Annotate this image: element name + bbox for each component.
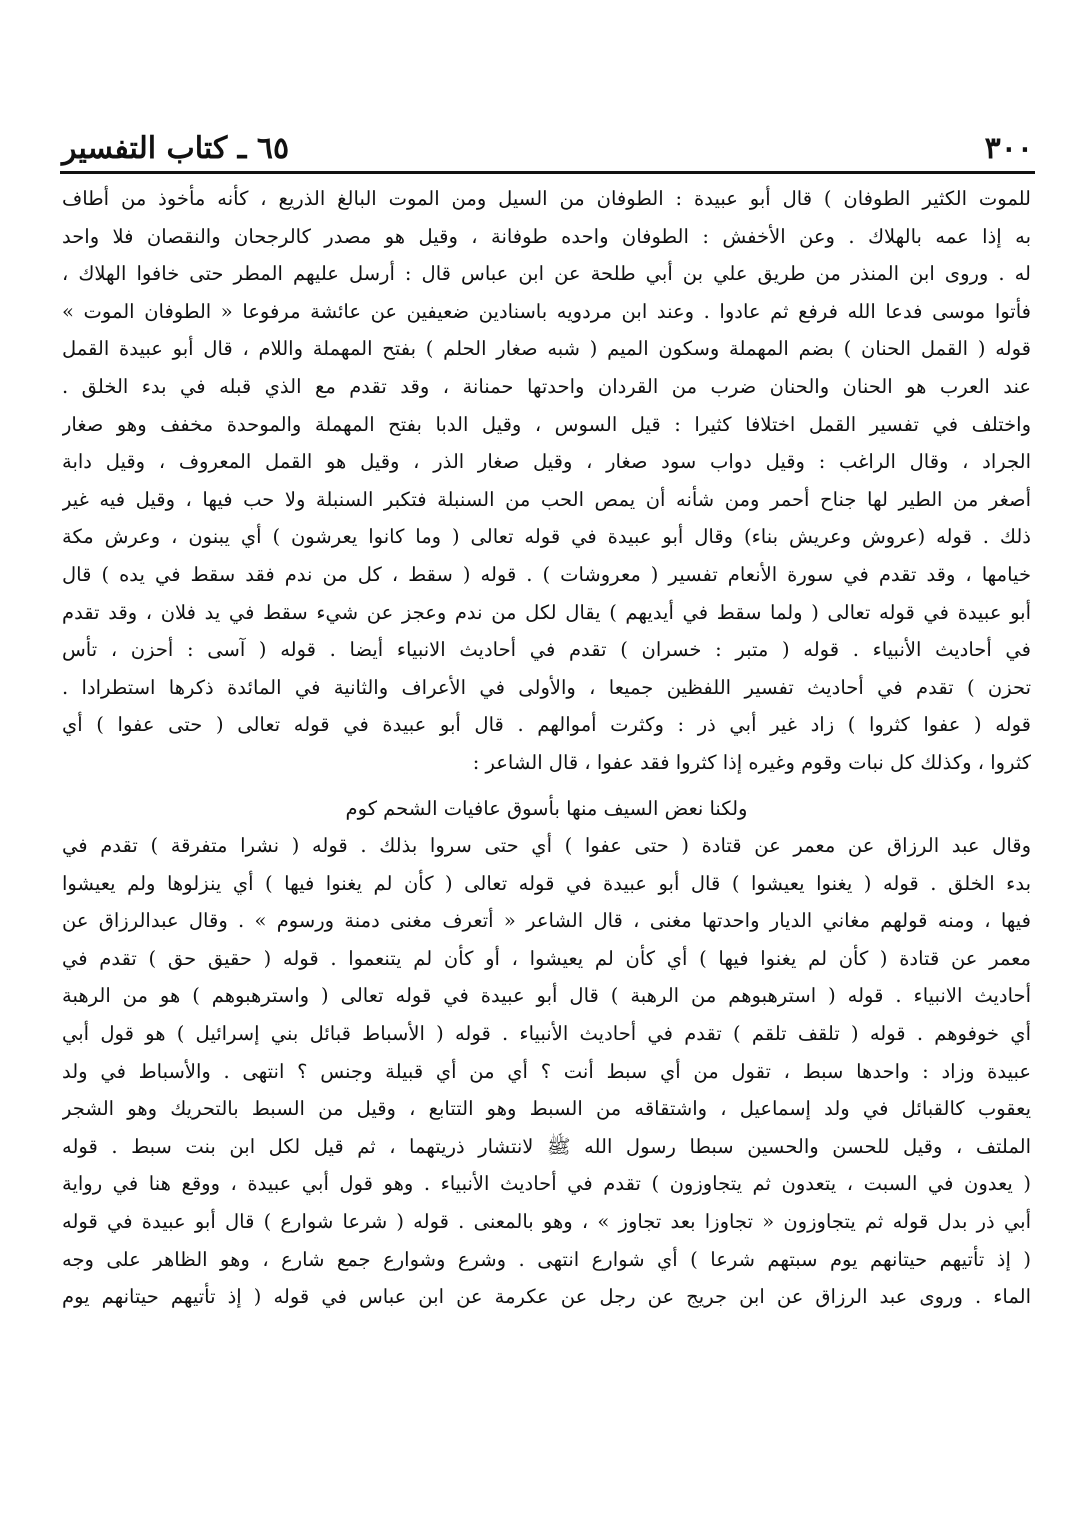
- text-line: أبي ذر بدل قوله ثم يتجاوزون « تجاوزا بعد تجاوز » ، وهو بالمعنى . قوله ( شرعا شوارع ) قال أبو عبيدة في قوله: [62, 1210, 1031, 1234]
- chapter-title: ٦٥ ـ كتاب التفسير: [62, 130, 290, 166]
- text-line: الماء . وروى عبد الرزاق عن ابن جريج عن رجل عن عكرمة عن ابن عباس في قوله ( إذ تأتيهم حيتانهم يوم: [62, 1285, 1031, 1309]
- text-line: أحاديث الانبياء . قوله ( استرهبوهم من الرهبة ) قال أبو عبيدة في قوله تعالى ( واسترهبوهم ) هو من الرهبة: [62, 984, 1031, 1008]
- text-line: في أحاديث الأنبياء . قوله ( متبر : خسران ) تقدم في أحاديث الانبياء أيضا . قوله ( آسى : أحزن ، تأس: [62, 638, 1031, 662]
- text-line: الجراد ، وقال الراغب : وقيل دواب سود صغار ، وقيل صغار الذر ، وقيل هو القمل المعروف ، وقيل دابة: [62, 450, 1031, 474]
- page-body: [62, 180, 1031, 1316]
- text-line: به إذا عمه بالهلاك . وعن الأخفش : الطوفان واحده طوفانة ، وقيل هو مصدر كالرجحان والنقصان فلا واحد: [62, 224, 1031, 248]
- text-line: كثروا ، وكذلك كل نبات وقوم وغيره إذا كثروا فقد عفوا ، قال الشاعر :: [472, 750, 1031, 774]
- text-line: ( إذ تأتيهم حيتانهم يوم سبتهم شرعا ) أي شوارع انتهى . وشرع وشوارع جمع شارع ، وهو الظاهر على وجه: [62, 1247, 1031, 1271]
- text-line: خيامها ، وقد تقدم في سورة الأنعام تفسير ( معروشات ) . قوله ( سقط ، كل من ندم فقد سقط في يده ) قال: [62, 562, 1031, 586]
- text-line: معمر عن قتادة ( كأن لم يغنوا فيها ) أي كأن لم يعيشوا ، أو كأن لم يتنعموا . قوله ( حقيق حق ) تقدم في: [62, 946, 1031, 970]
- text-line: أبو عبيدة في قوله تعالى ( ولما سقط في أيديهم ) يقال لكل من ندم وعجز عن شيء سقط في يد فلان ، وقد تقدم: [62, 600, 1031, 624]
- text-line: قوله ( عفوا كثروا ) زاد غير أبي ذر : وكثرت أموالهم . قال أبو عبيدة في قوله تعالى ( حتى عفوا ) أي: [62, 713, 1031, 737]
- text-line: الملتف ، وقيل للحسن والحسين سبطا رسول الله ﷺ لانتشار ذريتهما ، ثم قيل لكل ابن بنت سبط . قوله: [62, 1134, 1031, 1158]
- text-line: للموت الكثير الطوفان ) قال أبو عبيدة : الطوفان من السيل ومن الموت البالغ الذريع ، كأنه مأخوذ من أطاف: [62, 187, 1031, 210]
- text-line: له . وروى ابن المنذر من طريق علي بن أبي طلحة عن ابن عباس قال : أرسل عليهم المطر حتى خافوا الهلاك ،: [62, 262, 1031, 286]
- text-line: تحزن ) تقدم في أحاديث تفسير اللفظين جميعا ، والأولى في الأعراف والثانية في المائدة ذكرها استطرادا .: [62, 675, 1031, 699]
- text-line: أي خوفوهم . قوله ( تلقف تلقم ) تقدم في أحاديث الأنبياء . قوله ( الأسباط قبائل بني إسرائيل ) هو قول أبي: [62, 1022, 1031, 1046]
- poetry-verse: ولكنا نعض السيف منها بأسوق عافيات الشحم كوم: [345, 796, 748, 820]
- header-rule: [60, 171, 1035, 174]
- text-line: وقال عبد الرزاق عن معمر عن قتادة ( حتى عفوا ) أي حتى سروا بذلك . قوله ( نشرا متفرقة ) تقدم في: [62, 834, 1031, 858]
- text-line: قوله ( القمل الحنان ) بضم المهملة وسكون الميم ( شبه صغار الحلم ) بفتح المهملة واللام ، قال أبو عبيدة القمل: [62, 337, 1031, 361]
- text-line: واختلف في تفسير القمل اختلافا كثيرا : قيل السوس ، وقيل الدبا بفتح المهملة والموحدة مخفف وهو صغار: [62, 412, 1031, 436]
- text-line: بدء الخلق . قوله ( يغنوا يعيشوا ) قال أبو عبيدة في قوله تعالى ( كأن لم يغنوا فيها ) أي ينزلوها ولم يعيشوا: [62, 871, 1031, 895]
- text-line: يعقوب كالقبائل في ولد إسماعيل ، واشتقاقه من السبط وهو التتابع ، وقيل من السبط بالتحريك وهو الشجر: [62, 1097, 1031, 1121]
- page-number: ٣٠٠: [984, 130, 1033, 166]
- text-line: فأتوا موسى فدعا الله فرفع ثم عادوا . وعند ابن مردويه باسنادين ضعيفين عن عائشة مرفوعا « الطوفان الموت »: [62, 299, 1031, 323]
- text-line: ( يعدون في السبت ، يتعدون ثم يتجاوزون ) تقدم في أحاديث الأنبياء . وهو قول أبي عبيدة ، ووقع هنا في رواية: [62, 1172, 1031, 1196]
- text-line: عبيدة وزاد : واحدها سبط ، تقول من أي سبط أنت ؟ أي من أي قبيلة وجنس ؟ انتهى . والأسباط في ولد: [62, 1059, 1031, 1083]
- text-line: أصغر من الطير لها جناح أحمر ومن شأنه أن يمص الحب من السنبلة فتكبر السنبلة ولا حب فيها ، وقيل فيه غير: [62, 487, 1031, 511]
- page-header: [62, 128, 1033, 168]
- text-line: فيها ، ومنه قولهم مغاني الديار واحدتها مغنى ، قال الشاعر « أتعرف مغنى دمنة ورسوم » . وقال عبدالرزاق عن: [62, 909, 1031, 933]
- text-line: عند العرب هو الحنان والحنان ضرب من القردان واحدتها حمنانة ، وقد تقدم مع الذي قبله في بدء الخلق .: [62, 374, 1031, 398]
- text-line: ذلك . قوله (عروش وعريش بناء) وقال أبو عبيدة في قوله تعالى ( وما كانوا يعرشون ) أي يبنون ، وعرش مكة: [62, 525, 1031, 549]
